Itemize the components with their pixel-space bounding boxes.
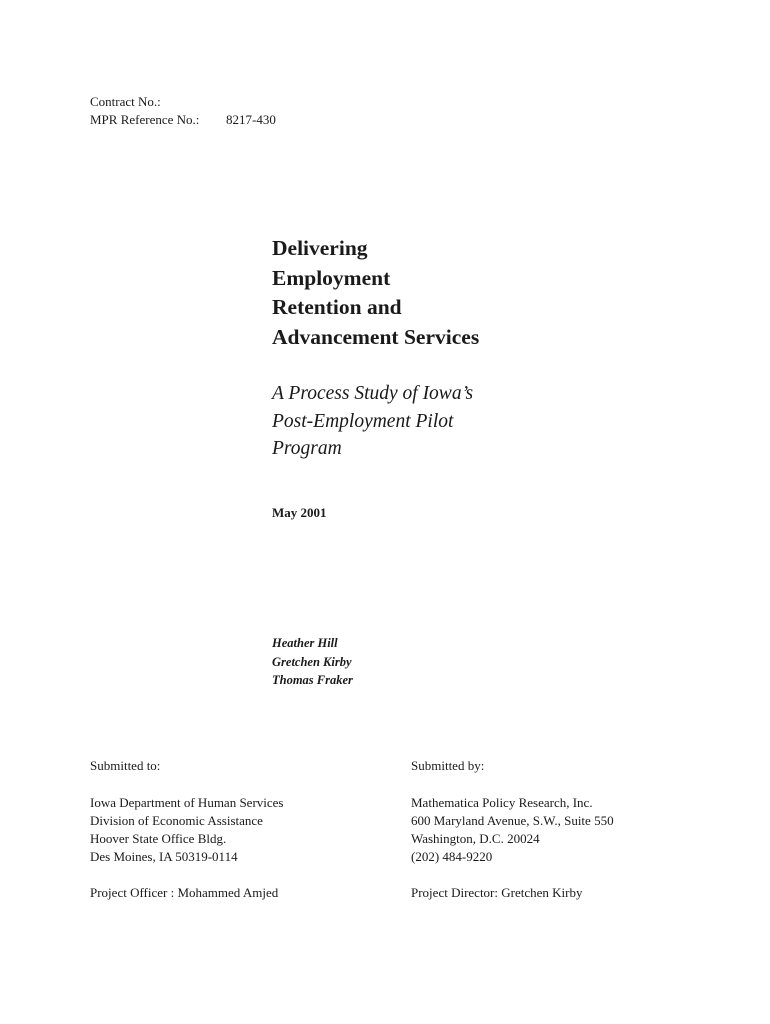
- address-line: Iowa Department of Human Services: [90, 795, 284, 810]
- title-line: Delivering: [272, 236, 368, 260]
- author-name: Gretchen Kirby: [272, 654, 352, 669]
- mpr-reference-label: MPR Reference No.:: [90, 112, 200, 127]
- contract-info: [90, 93, 276, 129]
- submitted-to-block: [90, 757, 284, 902]
- authors-list: [272, 634, 353, 690]
- submitted-to-address: [90, 794, 284, 866]
- mpr-reference-value: 8217-430: [226, 112, 276, 127]
- submitted-by-address: [411, 794, 614, 866]
- mpr-reference-row: [90, 111, 276, 129]
- author-name: Thomas Fraker: [272, 673, 353, 687]
- address-line: Mathematica Policy Research, Inc.: [411, 795, 593, 810]
- author-name: Heather Hill: [272, 636, 338, 650]
- submitted-to-heading: Submitted to:: [90, 758, 161, 773]
- title-line: Advancement Services: [272, 324, 480, 349]
- project-officer: Project Officer : Mohammed Amjed: [90, 885, 279, 900]
- contract-number-row: [90, 93, 276, 111]
- contract-number-label: Contract No.:: [90, 94, 161, 109]
- subtitle-line: Program: [272, 438, 342, 459]
- submitted-by-heading: Submitted by:: [411, 758, 485, 773]
- address-line: Des Moines, IA 50319-0114: [90, 849, 238, 864]
- report-title: [272, 234, 479, 352]
- address-line: Washington, D.C. 20024: [411, 831, 540, 846]
- subtitle-line: Post-Employment Pilot: [272, 410, 454, 432]
- address-line: Division of Economic Assistance: [90, 813, 263, 828]
- address-line: (202) 484-9220: [411, 849, 493, 864]
- address-line: 600 Maryland Avenue, S.W., Suite 550: [411, 813, 614, 828]
- title-line: Retention and: [272, 295, 402, 319]
- address-line: Hoover State Office Bldg.: [90, 831, 227, 846]
- subtitle-line: A Process Study of Iowa’s: [272, 383, 474, 404]
- title-line: Employment: [272, 265, 391, 290]
- project-director: Project Director: Gretchen Kirby: [411, 885, 583, 900]
- submitted-by-block: [411, 757, 614, 902]
- report-date: May 2001: [272, 505, 327, 520]
- report-subtitle: [272, 380, 473, 463]
